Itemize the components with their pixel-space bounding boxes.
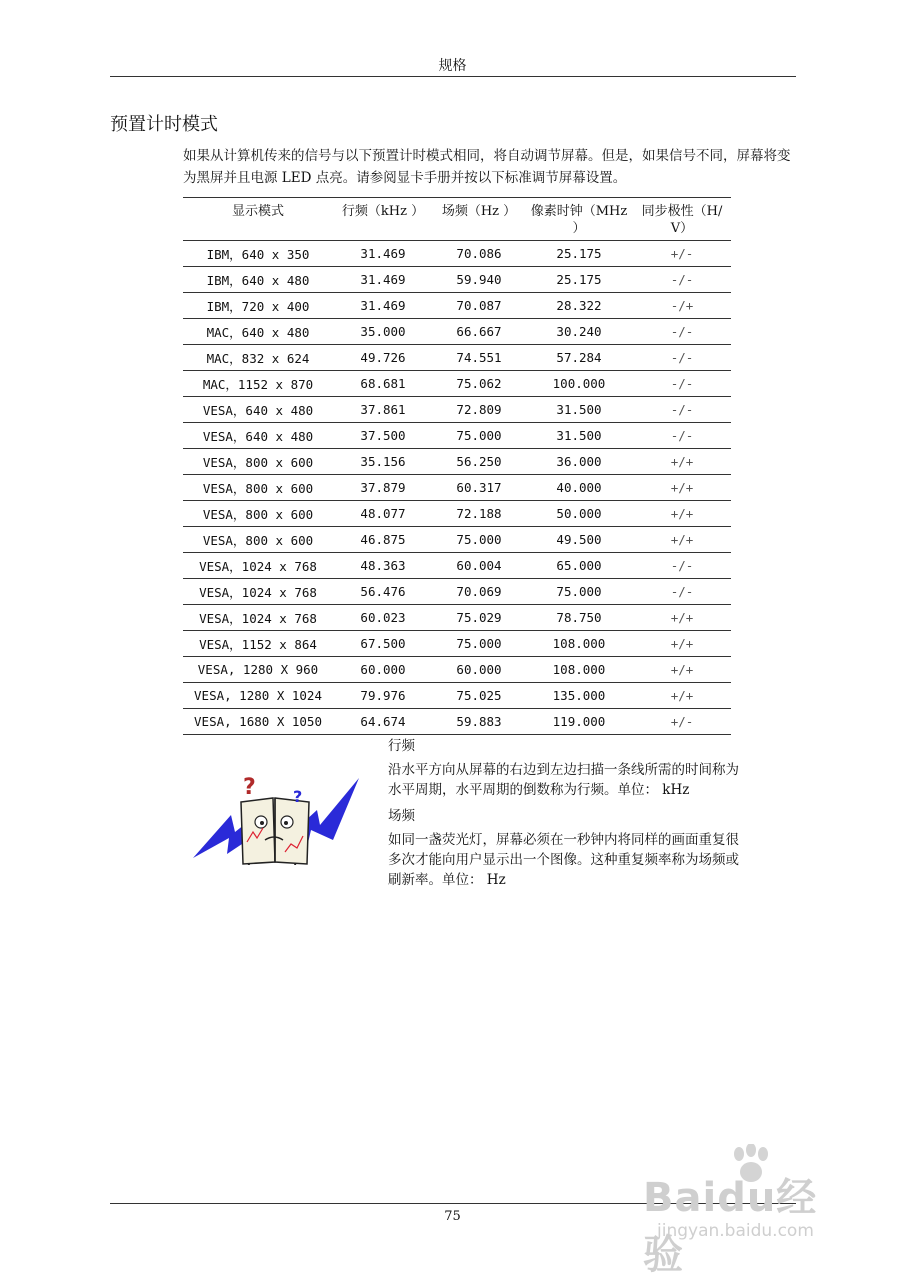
table-row (183, 631, 731, 657)
cell-vertical-frequency: 75.000 (433, 527, 525, 553)
cell-display-mode: VESA, 1280 X 1024 (183, 683, 333, 709)
cell-display-mode: VESA，800 x 600 (183, 527, 333, 553)
confused-book-icon (193, 770, 360, 865)
cell-sync-polarity: -/- (633, 579, 731, 605)
page-header-title: 规格 (438, 58, 467, 74)
cell-vertical-frequency: 74.551 (433, 345, 525, 371)
cell-display-mode: VESA，640 x 480 (183, 423, 333, 449)
cell-horizontal-frequency: 68.681 (333, 371, 433, 397)
table-row (183, 345, 731, 371)
definition-vertical-frequency: 如同一盏荧光灯，屏幕必须在一秒钟内将同样的画面重复很多次才能向用户显示出一个图像。这种重复频率称为场频或刷新率。单位： Hz (388, 832, 739, 888)
cell-display-mode: VESA, 1280 X 960 (183, 657, 333, 683)
cell-display-mode: VESA，1152 x 864 (183, 631, 333, 657)
cell-sync-polarity: +/+ (633, 657, 731, 683)
cell-horizontal-frequency: 48.363 (333, 553, 433, 579)
table-row (183, 527, 731, 553)
cell-sync-polarity: +/+ (633, 631, 731, 657)
cell-pixel-clock: 25.175 (525, 241, 633, 267)
cell-horizontal-frequency: 35.000 (333, 319, 433, 345)
term-vertical-frequency: 场频 (388, 808, 415, 824)
column-header-vertical-frequency: 场频（Hz ） (433, 198, 525, 241)
table-row (183, 553, 731, 579)
cell-vertical-frequency: 70.087 (433, 293, 525, 319)
cell-sync-polarity: -/- (633, 423, 731, 449)
cell-sync-polarity: +/- (633, 709, 731, 735)
cell-vertical-frequency: 56.250 (433, 449, 525, 475)
cell-pixel-clock: 65.000 (525, 553, 633, 579)
table-row (183, 657, 731, 683)
cell-display-mode: MAC，1152 x 870 (183, 371, 333, 397)
cell-horizontal-frequency: 31.469 (333, 267, 433, 293)
column-header-pixel-clock: 像素时钟（MHz ） (525, 198, 633, 241)
definition-horizontal-frequency: 沿水平方向从屏幕的右边到左边扫描一条线所需的时间称为水平周期，水平周期的倒数称为行频。单位： kHz (388, 762, 739, 798)
table-row (183, 501, 731, 527)
table-row (183, 475, 731, 501)
cell-vertical-frequency: 75.000 (433, 423, 525, 449)
cell-horizontal-frequency: 64.674 (333, 709, 433, 735)
cell-pixel-clock: 36.000 (525, 449, 633, 475)
page-number: 75 (444, 1209, 461, 1224)
cell-horizontal-frequency: 31.469 (333, 293, 433, 319)
cell-sync-polarity: +/+ (633, 527, 731, 553)
cell-display-mode: VESA，800 x 600 (183, 449, 333, 475)
table-row (183, 423, 731, 449)
column-header-display-mode: 显示模式 (183, 198, 333, 241)
cell-sync-polarity: -/- (633, 397, 731, 423)
glossary-notes (388, 736, 748, 896)
baidu-jingyan-watermark (643, 1138, 853, 1278)
cell-horizontal-frequency: 31.469 (333, 241, 433, 267)
table-row (183, 709, 731, 735)
cell-display-mode: VESA，1024 x 768 (183, 579, 333, 605)
cell-pixel-clock: 135.000 (525, 683, 633, 709)
cell-display-mode: VESA, 1680 X 1050 (183, 709, 333, 735)
cell-horizontal-frequency: 67.500 (333, 631, 433, 657)
preset-timing-table (183, 197, 731, 735)
cell-vertical-frequency: 75.000 (433, 631, 525, 657)
cell-pixel-clock: 108.000 (525, 631, 633, 657)
table-row (183, 293, 731, 319)
cell-horizontal-frequency: 46.875 (333, 527, 433, 553)
header-divider (110, 76, 796, 77)
watermark-url: jingyan.baidu.com (657, 1221, 814, 1241)
cell-pixel-clock: 78.750 (525, 605, 633, 631)
table-row (183, 579, 731, 605)
cell-sync-polarity: -/- (633, 345, 731, 371)
cell-display-mode: IBM，640 x 480 (183, 267, 333, 293)
cell-display-mode: VESA，1024 x 768 (183, 553, 333, 579)
cell-sync-polarity: -/- (633, 319, 731, 345)
cell-vertical-frequency: 70.086 (433, 241, 525, 267)
cell-pixel-clock: 30.240 (525, 319, 633, 345)
cell-pixel-clock: 40.000 (525, 475, 633, 501)
svg-text:?: ? (243, 775, 256, 800)
cell-horizontal-frequency: 37.879 (333, 475, 433, 501)
cell-pixel-clock: 119.000 (525, 709, 633, 735)
cell-horizontal-frequency: 60.023 (333, 605, 433, 631)
cell-vertical-frequency: 75.025 (433, 683, 525, 709)
cell-sync-polarity: +/+ (633, 501, 731, 527)
cell-horizontal-frequency: 37.861 (333, 397, 433, 423)
cell-display-mode: MAC，640 x 480 (183, 319, 333, 345)
cell-pixel-clock: 100.000 (525, 371, 633, 397)
cell-display-mode: VESA，800 x 600 (183, 501, 333, 527)
column-header-sync-polarity: 同步极性（H/ V） (633, 198, 731, 241)
cell-sync-polarity: +/- (633, 241, 731, 267)
cell-sync-polarity: -/- (633, 371, 731, 397)
table-body (183, 241, 731, 735)
cell-sync-polarity: +/+ (633, 605, 731, 631)
watermark-brand: Baidu经验 (643, 1175, 818, 1278)
cell-vertical-frequency: 59.940 (433, 267, 525, 293)
cell-vertical-frequency: 59.883 (433, 709, 525, 735)
cell-sync-polarity: -/- (633, 267, 731, 293)
term-horizontal-frequency: 行频 (388, 738, 415, 754)
cell-horizontal-frequency: 35.156 (333, 449, 433, 475)
intro-paragraph: 如果从计算机传来的信号与以下预置计时模式相同，将自动调节屏幕。但是，如果信号不同，屏幕将变为黑屏并且电源 LED 点亮。请参阅显卡手册并按以下标准调节屏幕设置。 (183, 148, 791, 186)
cell-vertical-frequency: 60.004 (433, 553, 525, 579)
cell-pixel-clock: 108.000 (525, 657, 633, 683)
cell-pixel-clock: 49.500 (525, 527, 633, 553)
cell-pixel-clock: 57.284 (525, 345, 633, 371)
cell-vertical-frequency: 60.317 (433, 475, 525, 501)
cell-horizontal-frequency: 56.476 (333, 579, 433, 605)
cell-pixel-clock: 25.175 (525, 267, 633, 293)
cell-display-mode: VESA，1024 x 768 (183, 605, 333, 631)
svg-text:?: ? (293, 787, 303, 806)
cell-pixel-clock: 75.000 (525, 579, 633, 605)
cell-vertical-frequency: 72.188 (433, 501, 525, 527)
cell-horizontal-frequency: 49.726 (333, 345, 433, 371)
cell-sync-polarity: +/+ (633, 683, 731, 709)
table-row (183, 605, 731, 631)
cell-display-mode: VESA，800 x 600 (183, 475, 333, 501)
cell-vertical-frequency: 70.069 (433, 579, 525, 605)
cell-pixel-clock: 28.322 (525, 293, 633, 319)
cell-sync-polarity: +/+ (633, 475, 731, 501)
cell-pixel-clock: 50.000 (525, 501, 633, 527)
cell-display-mode: IBM，640 x 350 (183, 241, 333, 267)
table-row (183, 397, 731, 423)
cell-sync-polarity: -/+ (633, 293, 731, 319)
cell-horizontal-frequency: 79.976 (333, 683, 433, 709)
cell-vertical-frequency: 66.667 (433, 319, 525, 345)
cell-horizontal-frequency: 48.077 (333, 501, 433, 527)
table-row (183, 371, 731, 397)
cell-display-mode: MAC，832 x 624 (183, 345, 333, 371)
cell-horizontal-frequency: 60.000 (333, 657, 433, 683)
cell-sync-polarity: +/+ (633, 449, 731, 475)
cell-display-mode: IBM，720 x 400 (183, 293, 333, 319)
table-row (183, 683, 731, 709)
cell-vertical-frequency: 75.062 (433, 371, 525, 397)
table-row (183, 449, 731, 475)
cell-sync-polarity: -/- (633, 553, 731, 579)
table-row (183, 267, 731, 293)
table-row (183, 319, 731, 345)
cell-vertical-frequency: 60.000 (433, 657, 525, 683)
table-header-row (183, 198, 731, 241)
section-title: 预置计时模式 (110, 114, 218, 135)
cell-pixel-clock: 31.500 (525, 423, 633, 449)
column-header-horizontal-frequency: 行频（kHz ） (333, 198, 433, 241)
cell-horizontal-frequency: 37.500 (333, 423, 433, 449)
cell-vertical-frequency: 75.029 (433, 605, 525, 631)
cell-pixel-clock: 31.500 (525, 397, 633, 423)
cell-vertical-frequency: 72.809 (433, 397, 525, 423)
cell-display-mode: VESA，640 x 480 (183, 397, 333, 423)
table-row (183, 241, 731, 267)
